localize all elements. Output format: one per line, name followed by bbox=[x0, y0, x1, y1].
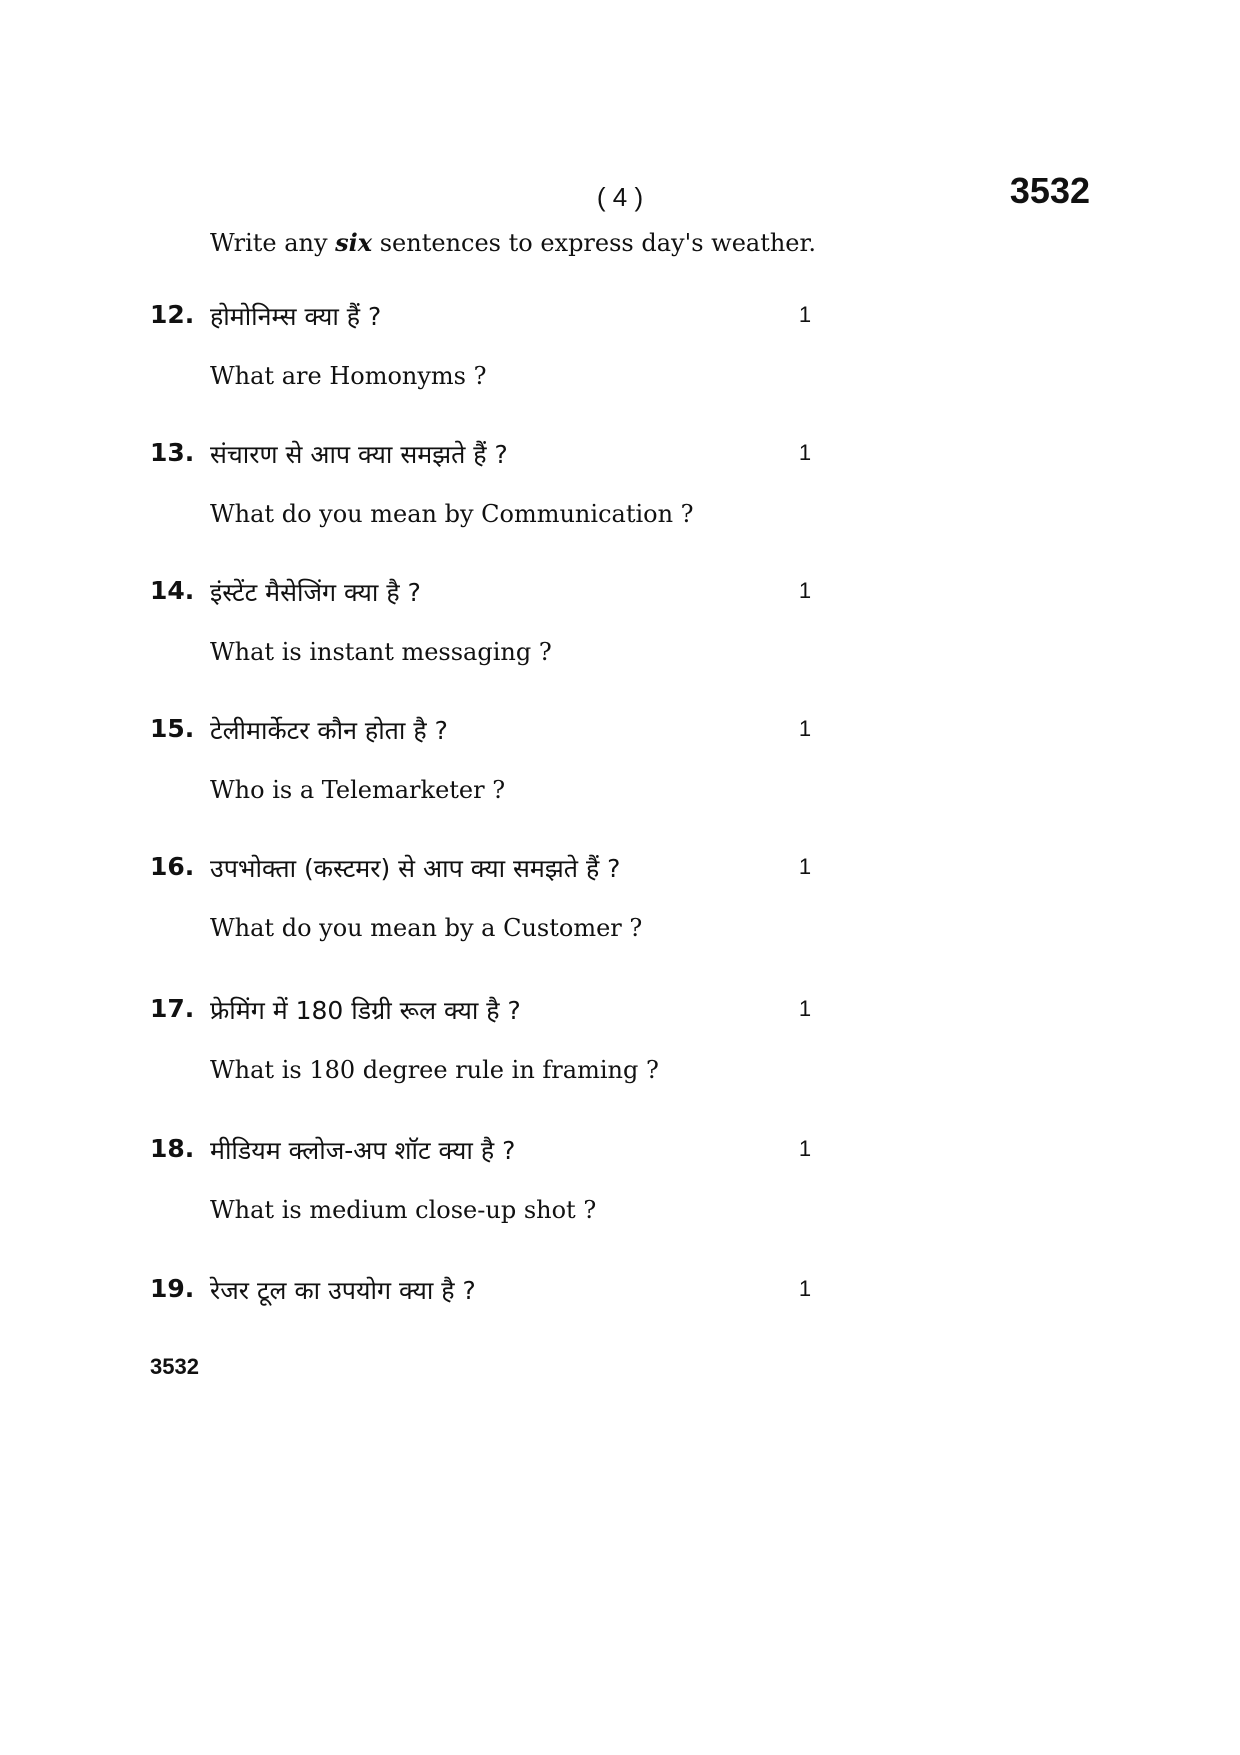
intro-emphasis: six bbox=[335, 228, 373, 257]
question-marks: 1 bbox=[798, 440, 812, 465]
question-hindi: टेलीमार्केटर कौन होता है ? bbox=[210, 716, 448, 745]
question-18 bbox=[0, 1134, 1240, 1244]
question-marks: 1 bbox=[798, 854, 812, 879]
paper-code-header: 3532 bbox=[1009, 170, 1090, 211]
question-english: What do you mean by a Customer ? bbox=[210, 914, 643, 942]
question-hindi: संचारण से आप क्या समझते हैं ? bbox=[210, 440, 508, 469]
question-hindi: फ्रेमिंग में 180 डिग्री रूल क्या है ? bbox=[210, 996, 521, 1025]
intro-text-after: sentences to express day's weather. bbox=[372, 229, 816, 257]
question-english: What are Homonyms ? bbox=[210, 362, 487, 390]
question-marks: 1 bbox=[798, 1276, 812, 1301]
intro-instruction bbox=[210, 228, 816, 257]
question-number: 16. bbox=[150, 852, 195, 881]
question-hindi: मीडियम क्लोज-अप शॉट क्या है ? bbox=[210, 1136, 516, 1165]
paper-code-footer: 3532 bbox=[150, 1354, 199, 1379]
question-marks: 1 bbox=[798, 302, 812, 327]
question-english: What is 180 degree rule in framing ? bbox=[210, 1056, 659, 1084]
question-number: 19. bbox=[150, 1274, 195, 1303]
question-english: What is instant messaging ? bbox=[210, 638, 552, 666]
intro-text-before: Write any bbox=[210, 229, 336, 257]
question-english: Who is a Telemarketer ? bbox=[210, 776, 506, 804]
question-hindi: इंस्टेंट मैसेजिंग क्या है ? bbox=[210, 578, 421, 607]
question-marks: 1 bbox=[798, 1136, 812, 1161]
question-number: 15. bbox=[150, 714, 195, 743]
question-13 bbox=[0, 438, 1240, 548]
question-hindi: उपभोक्ता (कस्टमर) से आप क्या समझते हैं ? bbox=[210, 854, 621, 883]
question-12 bbox=[0, 300, 1240, 410]
question-number: 12. bbox=[150, 300, 195, 329]
question-english: What is medium close-up shot ? bbox=[210, 1196, 597, 1224]
question-17 bbox=[0, 994, 1240, 1104]
question-15 bbox=[0, 714, 1240, 824]
question-marks: 1 bbox=[798, 578, 812, 603]
question-marks: 1 bbox=[798, 996, 812, 1021]
question-number: 18. bbox=[150, 1134, 195, 1163]
question-hindi: रेजर टूल का उपयोग क्या है ? bbox=[210, 1276, 476, 1305]
question-marks: 1 bbox=[798, 716, 812, 741]
question-number: 13. bbox=[150, 438, 195, 467]
question-hindi: होमोनिम्स क्या हैं ? bbox=[210, 302, 382, 331]
question-14 bbox=[0, 576, 1240, 686]
question-english: What do you mean by Communication ? bbox=[210, 500, 694, 528]
question-number: 17. bbox=[150, 994, 195, 1023]
question-16 bbox=[0, 852, 1240, 962]
page-number: ( 4 ) bbox=[596, 182, 644, 212]
question-number: 14. bbox=[150, 576, 195, 605]
